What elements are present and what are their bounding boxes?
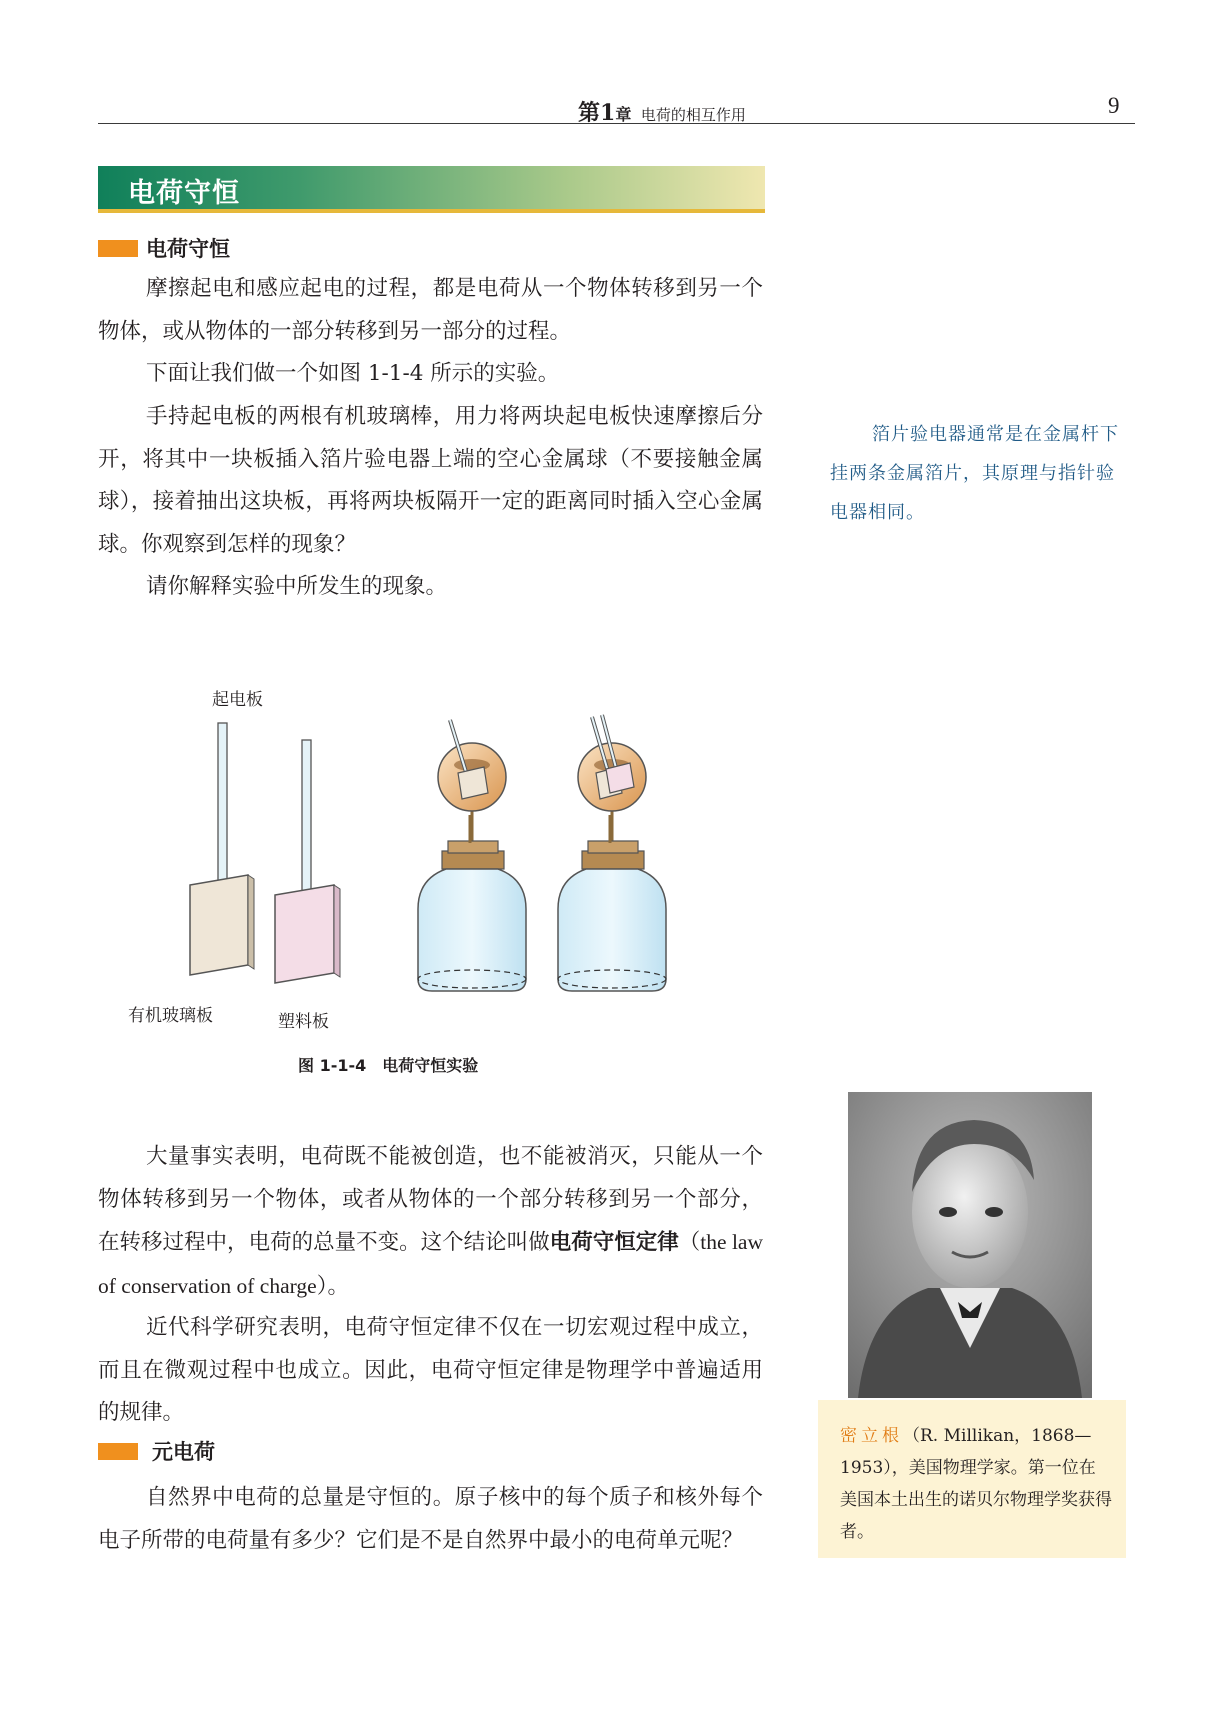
side-note: 箔片验电器通常是在金属杆下挂两条金属箔片，其原理与指针验电器相同。 [830,424,1119,523]
page-number: 9 [1108,93,1120,118]
paragraph: 摩擦起电和感应起电的过程，都是电荷从一个物体转移到另一个物体，或从物体的一部分转移到另一部分的过程。 [98,276,763,344]
section-title: 电荷守恒 [128,178,240,209]
subheading-marker [98,1443,138,1460]
law-text-post: （the law of conservation of charge）。 [98,1230,763,1298]
portrait-caption [840,1420,1112,1548]
plastic-plate-icon [275,740,340,983]
portrait-icon [848,1092,1092,1398]
caption-description: （R. Millikan，1868—1953），美国物理学家。第一位在美国本土出生的诺贝尔物理学奖获得者。 [840,1426,1112,1542]
figure-electroscope-experiment [120,665,700,1035]
chapter-prefix: 第 [578,100,601,126]
paragraph-law [98,1136,763,1308]
header-rule [98,123,1135,124]
label-plastic: 塑料板 [278,1012,329,1032]
paragraph: 请你解释实验中所发生的现象。 [146,574,448,599]
paragraph: 近代科学研究表明，电荷守恒定律不仅在一切宏观过程中成立，而且在微观过程中也成立。因此，电荷守恒定律是物理学中普遍适用的规律。 [98,1315,763,1425]
paragraph: 下面让我们做一个如图 1-1-4 所示的实验。 [146,361,560,386]
electroscope-right-icon [558,715,666,991]
subheading-conservation: 电荷守恒 [146,237,230,261]
subheading-marker [98,240,138,257]
chapter-number: 1 [600,100,616,126]
paragraph: 自然界中电荷的总量是守恒的。原子核中的每个质子和核外每个电子所带的电荷量有多少？它们是不是自然界中最小的电荷单元呢？ [98,1485,763,1553]
millikan-portrait-image [848,1092,1092,1398]
chapter-suffix: 章 [615,105,632,124]
electroscope-left-icon [418,720,526,991]
law-text-pre: 大量事实表明，电荷既不能被创造，也不能被消灭，只能从一个物体转移到另一个物体，或者从物体的一个部分转移到另一个部分，在转移过程中，电荷的总量不变。这个结论叫做 [98,1144,763,1255]
experiment-illustration [120,665,700,1035]
figure-caption: 图 1-1-4 电荷守恒实验 [298,1056,479,1075]
label-charging-plate: 起电板 [212,690,263,710]
law-term: 电荷守恒定律 [549,1230,679,1255]
subheading-elementary-charge: 元电荷 [152,1440,215,1464]
caption-person-name: 密立根 [840,1426,903,1446]
paragraph: 手持起电板的两根有机玻璃棒，用力将两块起电板快速摩擦后分开，将其中一块板插入箔片验电器上端的空心金属球（不要接触金属球），接着抽出这块板，再将两块板隔开一定的距离同时插入空心金属球。你观察到怎样的现象？ [98,404,763,557]
glass-plate-icon [190,723,254,975]
label-plexiglass: 有机玻璃板 [128,1006,213,1026]
chapter-title: 电荷的相互作用 [640,106,746,124]
